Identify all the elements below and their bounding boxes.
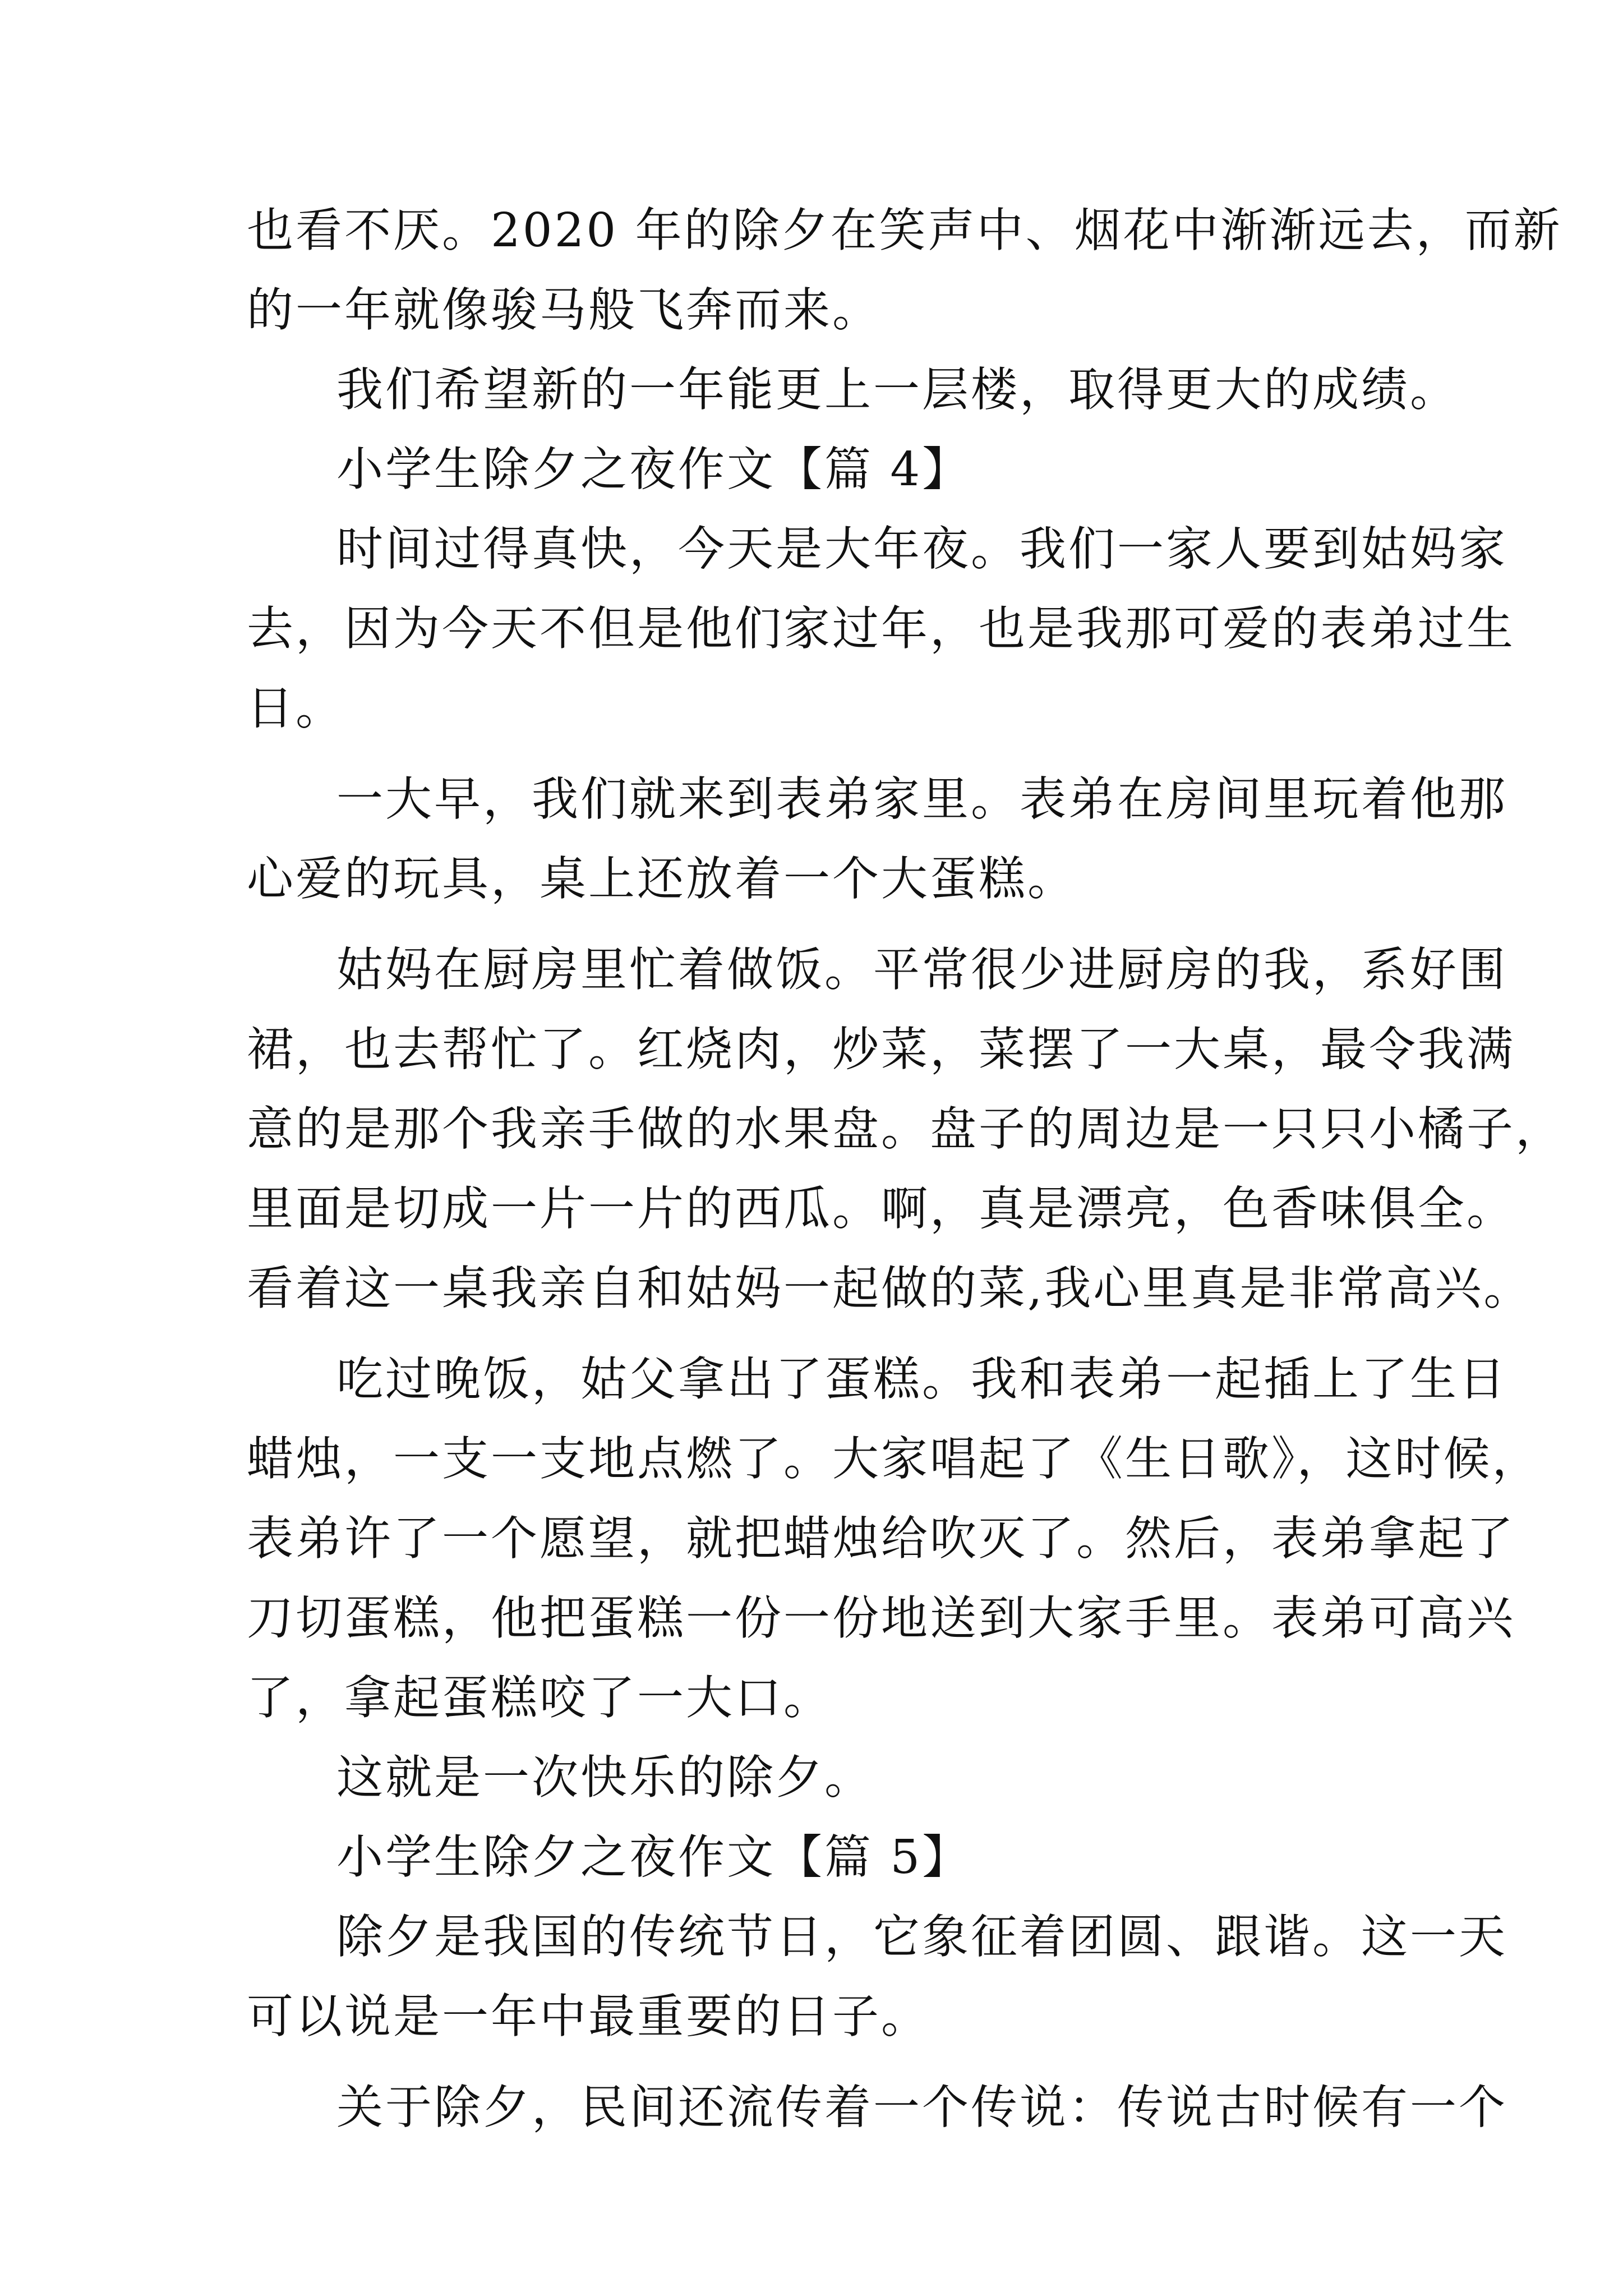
text-line: 表弟许了一个愿望，就把蜡烛给吹灭了。然后，表弟拿起了	[247, 1511, 1515, 1566]
text-line: 这就是一次快乐的除夕。	[336, 1750, 873, 1805]
section-heading: 小学生除夕之夜作文【篇 5】	[336, 1830, 971, 1884]
text-line: 了，拿起蛋糕咬了一大口。	[247, 1671, 832, 1725]
text-line: 的一年就像骏马般飞奔而来。	[247, 283, 881, 337]
text-line: 关于除夕，民间还流传着一个传说：传说古时候有一个	[336, 2080, 1507, 2134]
text-line: 意的是那个我亲手做的水果盘。盘子的周边是一只只小橘子，	[247, 1102, 1564, 1156]
text-line: 裙，也去帮忙了。红烧肉，炒菜，菜摆了一大桌，最令我满	[247, 1022, 1515, 1076]
document-body	[247, 191, 1564, 2147]
paragraph-gap	[247, 1328, 1385, 1340]
text-line: 一大早，我们就来到表弟家里。表弟在房间里玩着他那	[336, 772, 1507, 826]
text-line: 去，因为今天不但是他们家过年，也是我那可爱的表弟过生	[247, 601, 1515, 656]
paragraph-gap	[247, 748, 1385, 760]
paragraph-gap	[247, 2056, 1385, 2068]
text-line: 姑妈在厨房里忙着做饭。平常很少进厨房的我，系好围	[336, 942, 1507, 997]
text-line: 蜡烛，一支一支地点燃了。大家唱起了《生日歌》，这时候，	[247, 1432, 1541, 1486]
text-line: 也看不厌。2020 年的除夕在笑声中、烟花中渐渐远去，而新	[247, 203, 1562, 257]
text-line: 除夕是我国的传统节日，它象征着团圆、跟谐。这一天	[336, 1910, 1507, 1964]
text-line: 刀切蛋糕，他把蛋糕一份一份地送到大家手里。表弟可高兴	[247, 1591, 1515, 1645]
text-line: 吃过晚饭，姑父拿出了蛋糕。我和表弟一起插上了生日	[336, 1352, 1507, 1406]
text-line: 看着这一桌我亲自和姑妈一起做的菜,我心里真是非常高兴。	[247, 1261, 1533, 1315]
text-line: 可以说是一年中最重要的日子。	[247, 1989, 930, 2044]
text-line: 日。	[247, 681, 344, 735]
paragraph-gap	[247, 919, 1385, 930]
text-line: 心爱的玩具，桌上还放着一个大蛋糕。	[247, 852, 1076, 906]
text-line: 时间过得真快，今天是大年夜。我们一家人要到姑妈家	[336, 522, 1507, 576]
text-line: 里面是切成一片一片的西瓜。啊，真是漂亮，色香味俱全。	[247, 1181, 1515, 1236]
text-line: 我们希望新的一年能更上一层楼，取得更大的成绩。	[336, 362, 1459, 417]
section-heading: 小学生除夕之夜作文【篇 4】	[336, 442, 971, 496]
